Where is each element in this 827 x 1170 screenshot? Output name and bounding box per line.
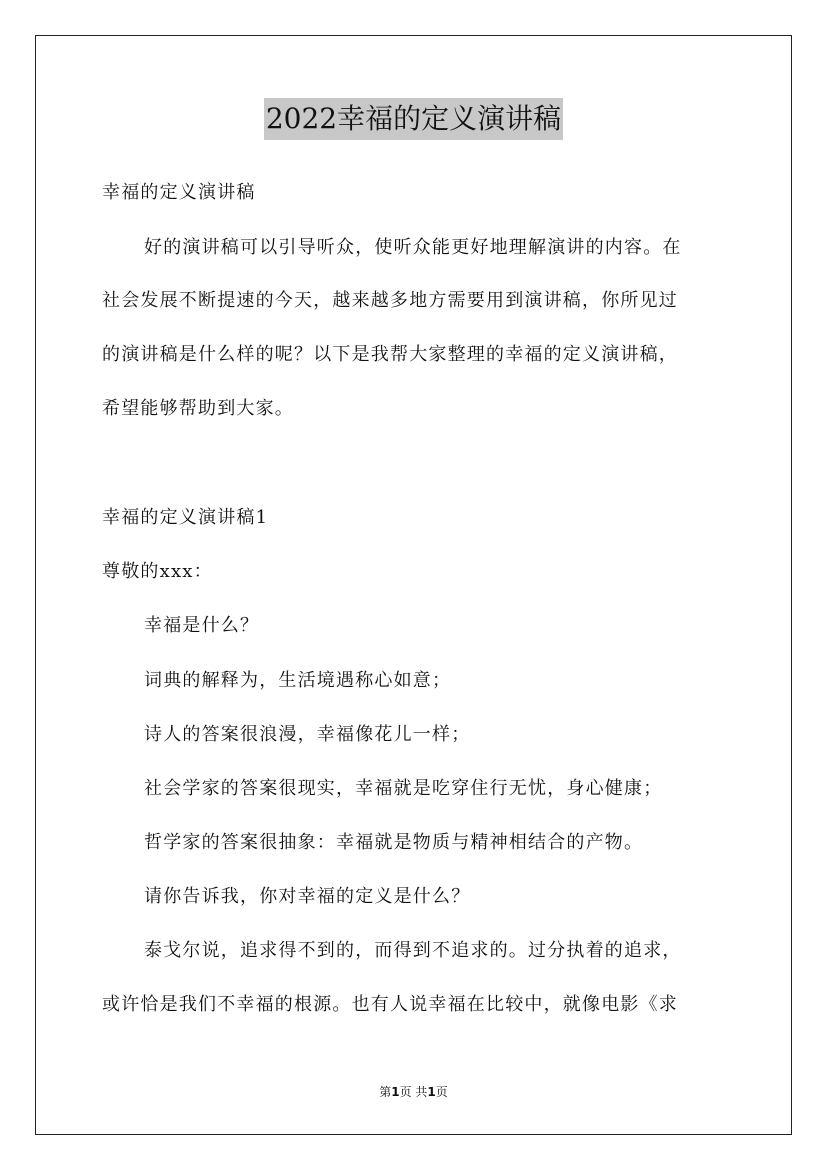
footer-page-number: 1	[391, 1085, 400, 1099]
intro-line-4: 希望能够帮助到大家。	[102, 398, 294, 419]
document-subtitle: 幸福的定义演讲稿	[102, 182, 256, 203]
intro-line-1: 好的演讲稿可以引导听众，使听众能更好地理解演讲的内容。在	[144, 237, 682, 258]
body-line-3: 诗人的答案很浪漫，幸福像花儿一样；	[144, 724, 471, 745]
body-line-4: 社会学家的答案很现实，幸福就是吃穿住行无忧，身心健康；	[144, 778, 663, 799]
footer-page-suffix: 页	[435, 1085, 448, 1099]
body-continuation-line: 或许恰是我们不幸福的根源。也有人说幸福在比较中，就像电影《求	[102, 994, 678, 1015]
footer-page-prefix: 第	[379, 1085, 392, 1099]
document-title: 2022幸福的定义演讲稿	[264, 98, 563, 140]
intro-line-3: 的演讲稿是什么样的呢？以下是我帮大家整理的幸福的定义演讲稿，	[102, 344, 678, 365]
title-container	[0, 98, 827, 140]
body-line-5: 哲学家的答案很抽象：幸福就是物质与精神相结合的产物。	[144, 832, 644, 853]
body-line-1: 幸福是什么？	[144, 615, 260, 636]
body-line-7: 泰戈尔说，追求得不到的，而得到不追求的。过分执着的追求，	[144, 940, 682, 961]
body-line-6: 请你告诉我，你对幸福的定义是什么？	[144, 886, 471, 907]
page-footer	[0, 1083, 827, 1101]
footer-page-total: 1	[427, 1085, 436, 1099]
section-heading: 幸福的定义演讲稿1	[102, 507, 269, 528]
body-line-2: 词典的解释为，生活境遇称心如意；	[144, 670, 452, 691]
footer-page-mid: 页 共	[399, 1085, 428, 1099]
salutation: 尊敬的xxx：	[102, 561, 213, 582]
intro-line-2: 社会发展不断提速的今天，越来越多地方需要用到演讲稿，你所见过	[102, 290, 678, 311]
